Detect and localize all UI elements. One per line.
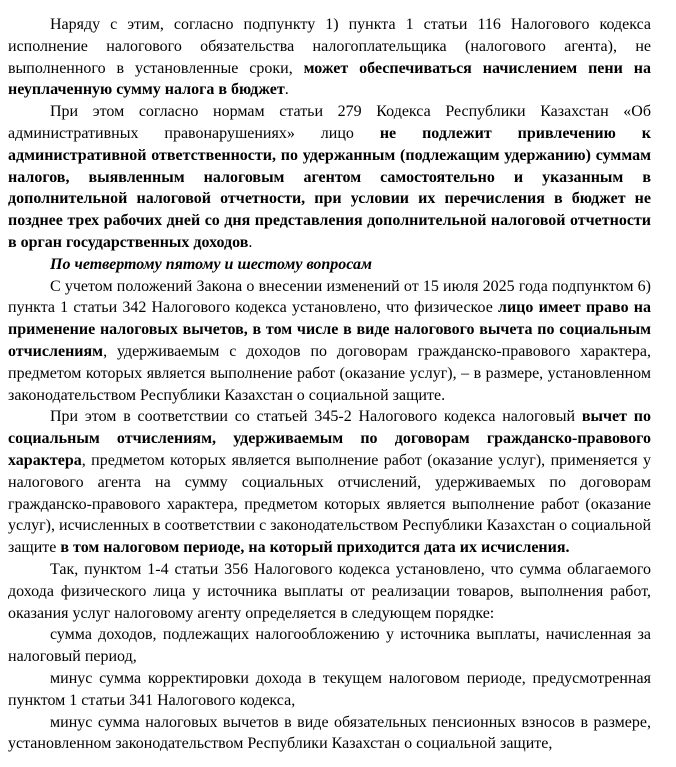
text-segment: Так, пунктом 1-4 статьи 356 Налогового кодекса установлено, что сумма облагаемого дохода физического лица у источника выплаты от реализации товаров, выполнения работ, оказания услуг налоговому агенту определяется в следующем порядке:: [8, 560, 651, 622]
text-segment: лицо имеет право на применение налоговых вычетов, в том числе в виде налогового вычета по социальным отчислениям: [8, 299, 651, 360]
text-segment: .: [284, 81, 289, 99]
section-heading: [8, 254, 651, 276]
text-segment: в том налоговом периоде, на который приходится дата их исчисления.: [60, 539, 570, 557]
text-segment: , предметом которых является выполнение работ (оказание услуг), применяется у налогового агента на сумму социальных отчислений, удерживаемых по договорам гражданско-правового характера, предметом которых является выполнение работ (оказание услуг), исчисленных в соответствии с законодательством Республики Казахстан о социальной защите: [8, 451, 651, 557]
text-segment: вычет по социальным отчислениям, удерживаемым по договорам гражданско-правового характера: [8, 408, 652, 469]
text-segment: может обеспечиваться начислением пени на неуплаченную сумму налога в бюджет: [8, 59, 651, 99]
text-segment: По четвертому пятому и шестому вопросам: [50, 255, 372, 273]
paragraph: [8, 14, 651, 101]
text-segment: минус сумма налоговых вычетов в виде обязательных пенсионных взносов в размере, установленном законодательством Республики Казахстан о социальной защите,: [8, 713, 651, 753]
paragraph: [8, 101, 651, 254]
text-segment: , удерживаемым с доходов по договорам гражданско-правового характера, предметом которых является выполнение работ (оказание услуг), – в размере, установленном законодательством Республики Казахстан о социальной защите.: [8, 342, 651, 404]
paragraph: [8, 276, 651, 407]
text-segment: Наряду с этим, согласно подпункту 1) пункта 1 статьи 116 Налогового кодекса исполнение налогового обязательства налогоплательщика (налогового агента), не выполненного в установленные сроки,: [8, 16, 651, 77]
text-segment: минус сумма корректировки дохода в текущем налоговом периоде, предусмотренная пунктом 1 статьи 341 Налогового кодекса,: [8, 669, 651, 709]
text-segment: С учетом положений Закона о внесении изменений от 15 июля 2025 года подпунктом 6) пункта 1 статьи 342 Налогового кодекса установлено, что физическое: [8, 277, 651, 317]
paragraph: [8, 712, 651, 756]
text-segment: При этом в соответствии со статьей 345-2 Налогового кодекса налоговый: [50, 408, 582, 426]
text-segment: .: [248, 233, 253, 251]
paragraph: [8, 668, 651, 712]
paragraph: [8, 559, 651, 624]
paragraph: [8, 406, 651, 559]
text-segment: сумма доходов, подлежащих налогообложению у источника выплаты, начисленная за налоговый период,: [8, 626, 651, 666]
text-segment: не подлежит привлечению к административной ответственности, по удержанным (подлежащим удержанию) суммам налогов, выявленным налоговым агентом самостоятельно и указанным в дополнительной налоговой отчетности, при условии их перечисления в бюджет не позднее трех рабочих дней со дня представления дополнительной налоговой отчетности в орган государственных доходов: [8, 124, 651, 251]
text-segment: При этом согласно нормам статьи 279 Кодекса Республики Казахстан «Об административных правонарушениях» лицо: [8, 103, 651, 142]
paragraph: [8, 624, 651, 668]
